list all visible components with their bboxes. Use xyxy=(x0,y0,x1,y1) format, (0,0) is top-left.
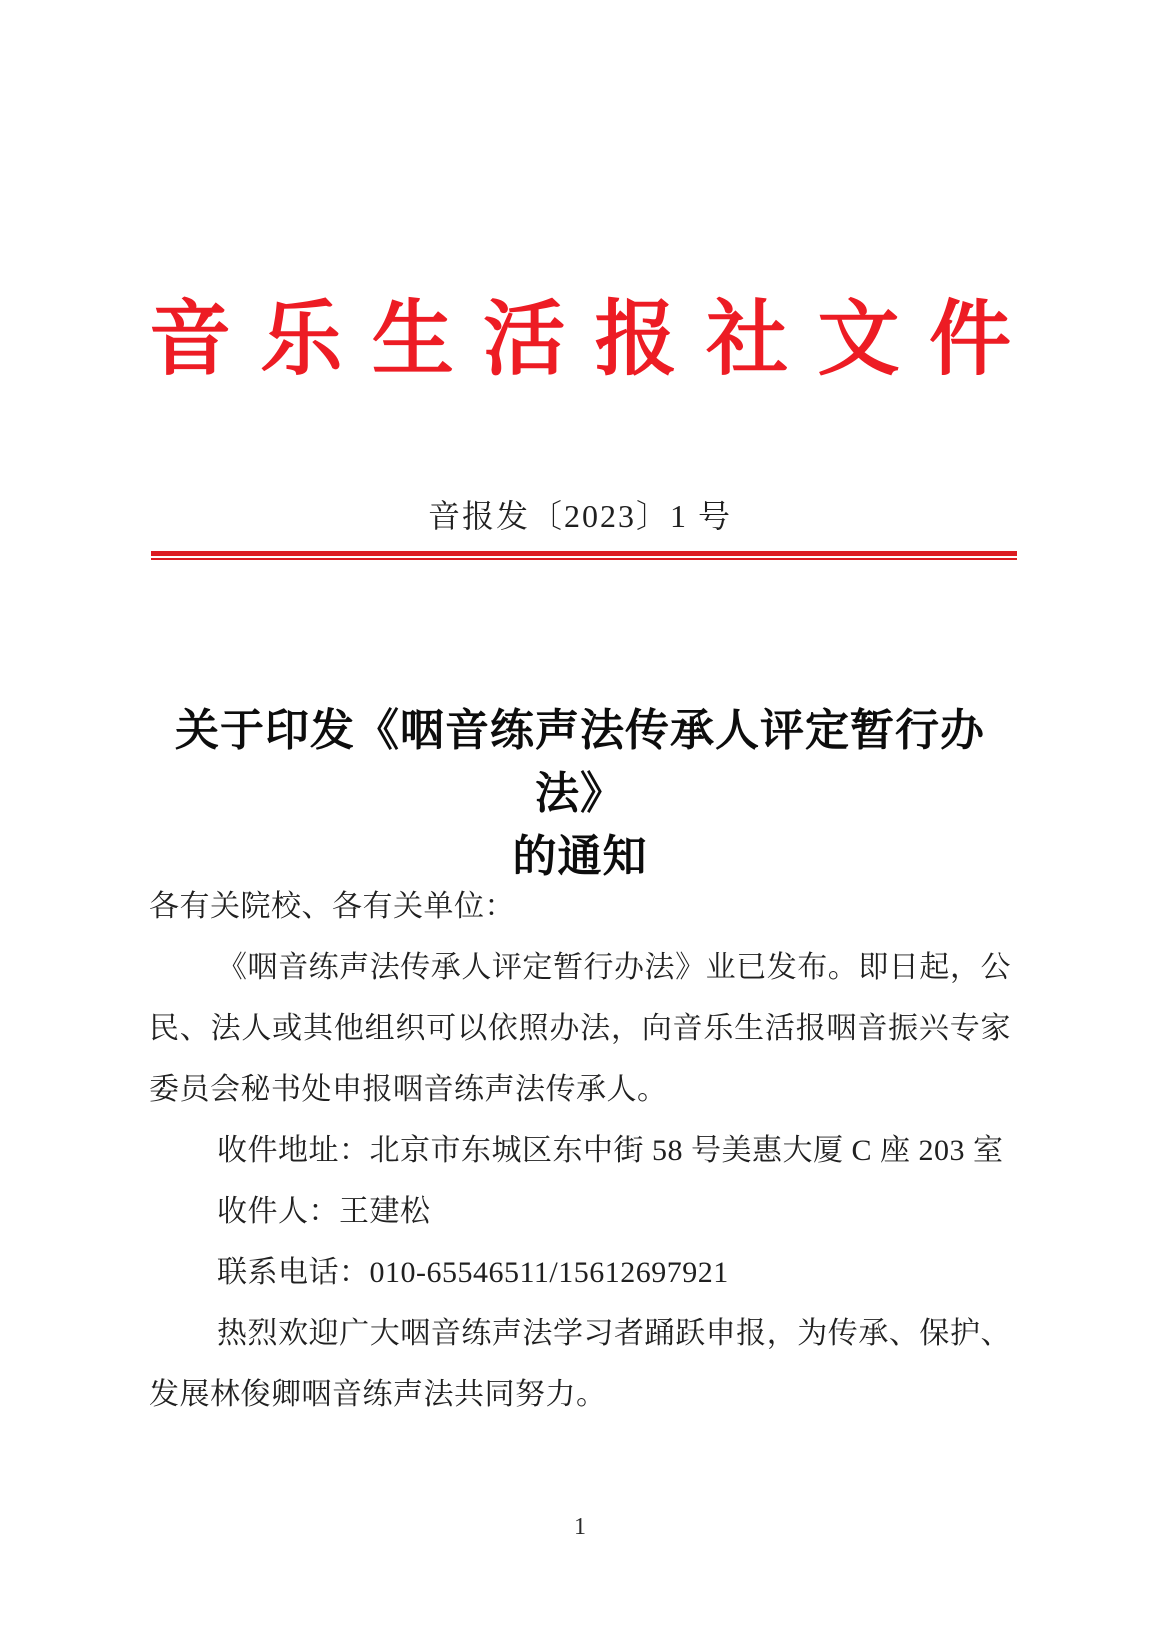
notice-title-line2: 的通知 xyxy=(512,832,648,881)
paragraph-announcement: 《咽音练声法传承人评定暂行办法》业已发布。即日起，公民、法人或其他组织可以依照办法，向音乐生活报咽音振兴专家委员会秘书处申报咽音练声法传承人。 xyxy=(149,951,1011,1106)
notice-body xyxy=(149,876,1011,1425)
paragraph-recipient: 收件人：王建松 xyxy=(217,1195,431,1228)
notice-title xyxy=(149,699,1011,888)
paragraph-mailing-address: 收件地址：北京市东城区东中街 58 号美惠大厦 C 座 203 室 xyxy=(217,1134,1004,1167)
salutation: 各有关院校、各有关单位： xyxy=(149,890,515,923)
page-number: 1 xyxy=(574,1514,586,1540)
document-content xyxy=(149,0,1011,1640)
red-rule-thin-line xyxy=(151,558,1017,560)
notice-title-line1: 关于印发《咽音练声法传承人评定暂行办法》 xyxy=(175,706,985,818)
red-masthead-title: 音乐生活报社文件 xyxy=(149,294,1011,385)
red-divider-rule xyxy=(151,551,1017,560)
document-issue-number: 音报发〔2023〕1 号 xyxy=(427,498,732,534)
paragraph-closing: 热烈欢迎广大咽音练声法学习者踊跃申报，为传承、保护、发展林俊卿咽音练声法共同努力。 xyxy=(149,1317,1011,1411)
paragraph-contact-phone: 联系电话：010-65546511/15612697921 xyxy=(217,1256,729,1289)
